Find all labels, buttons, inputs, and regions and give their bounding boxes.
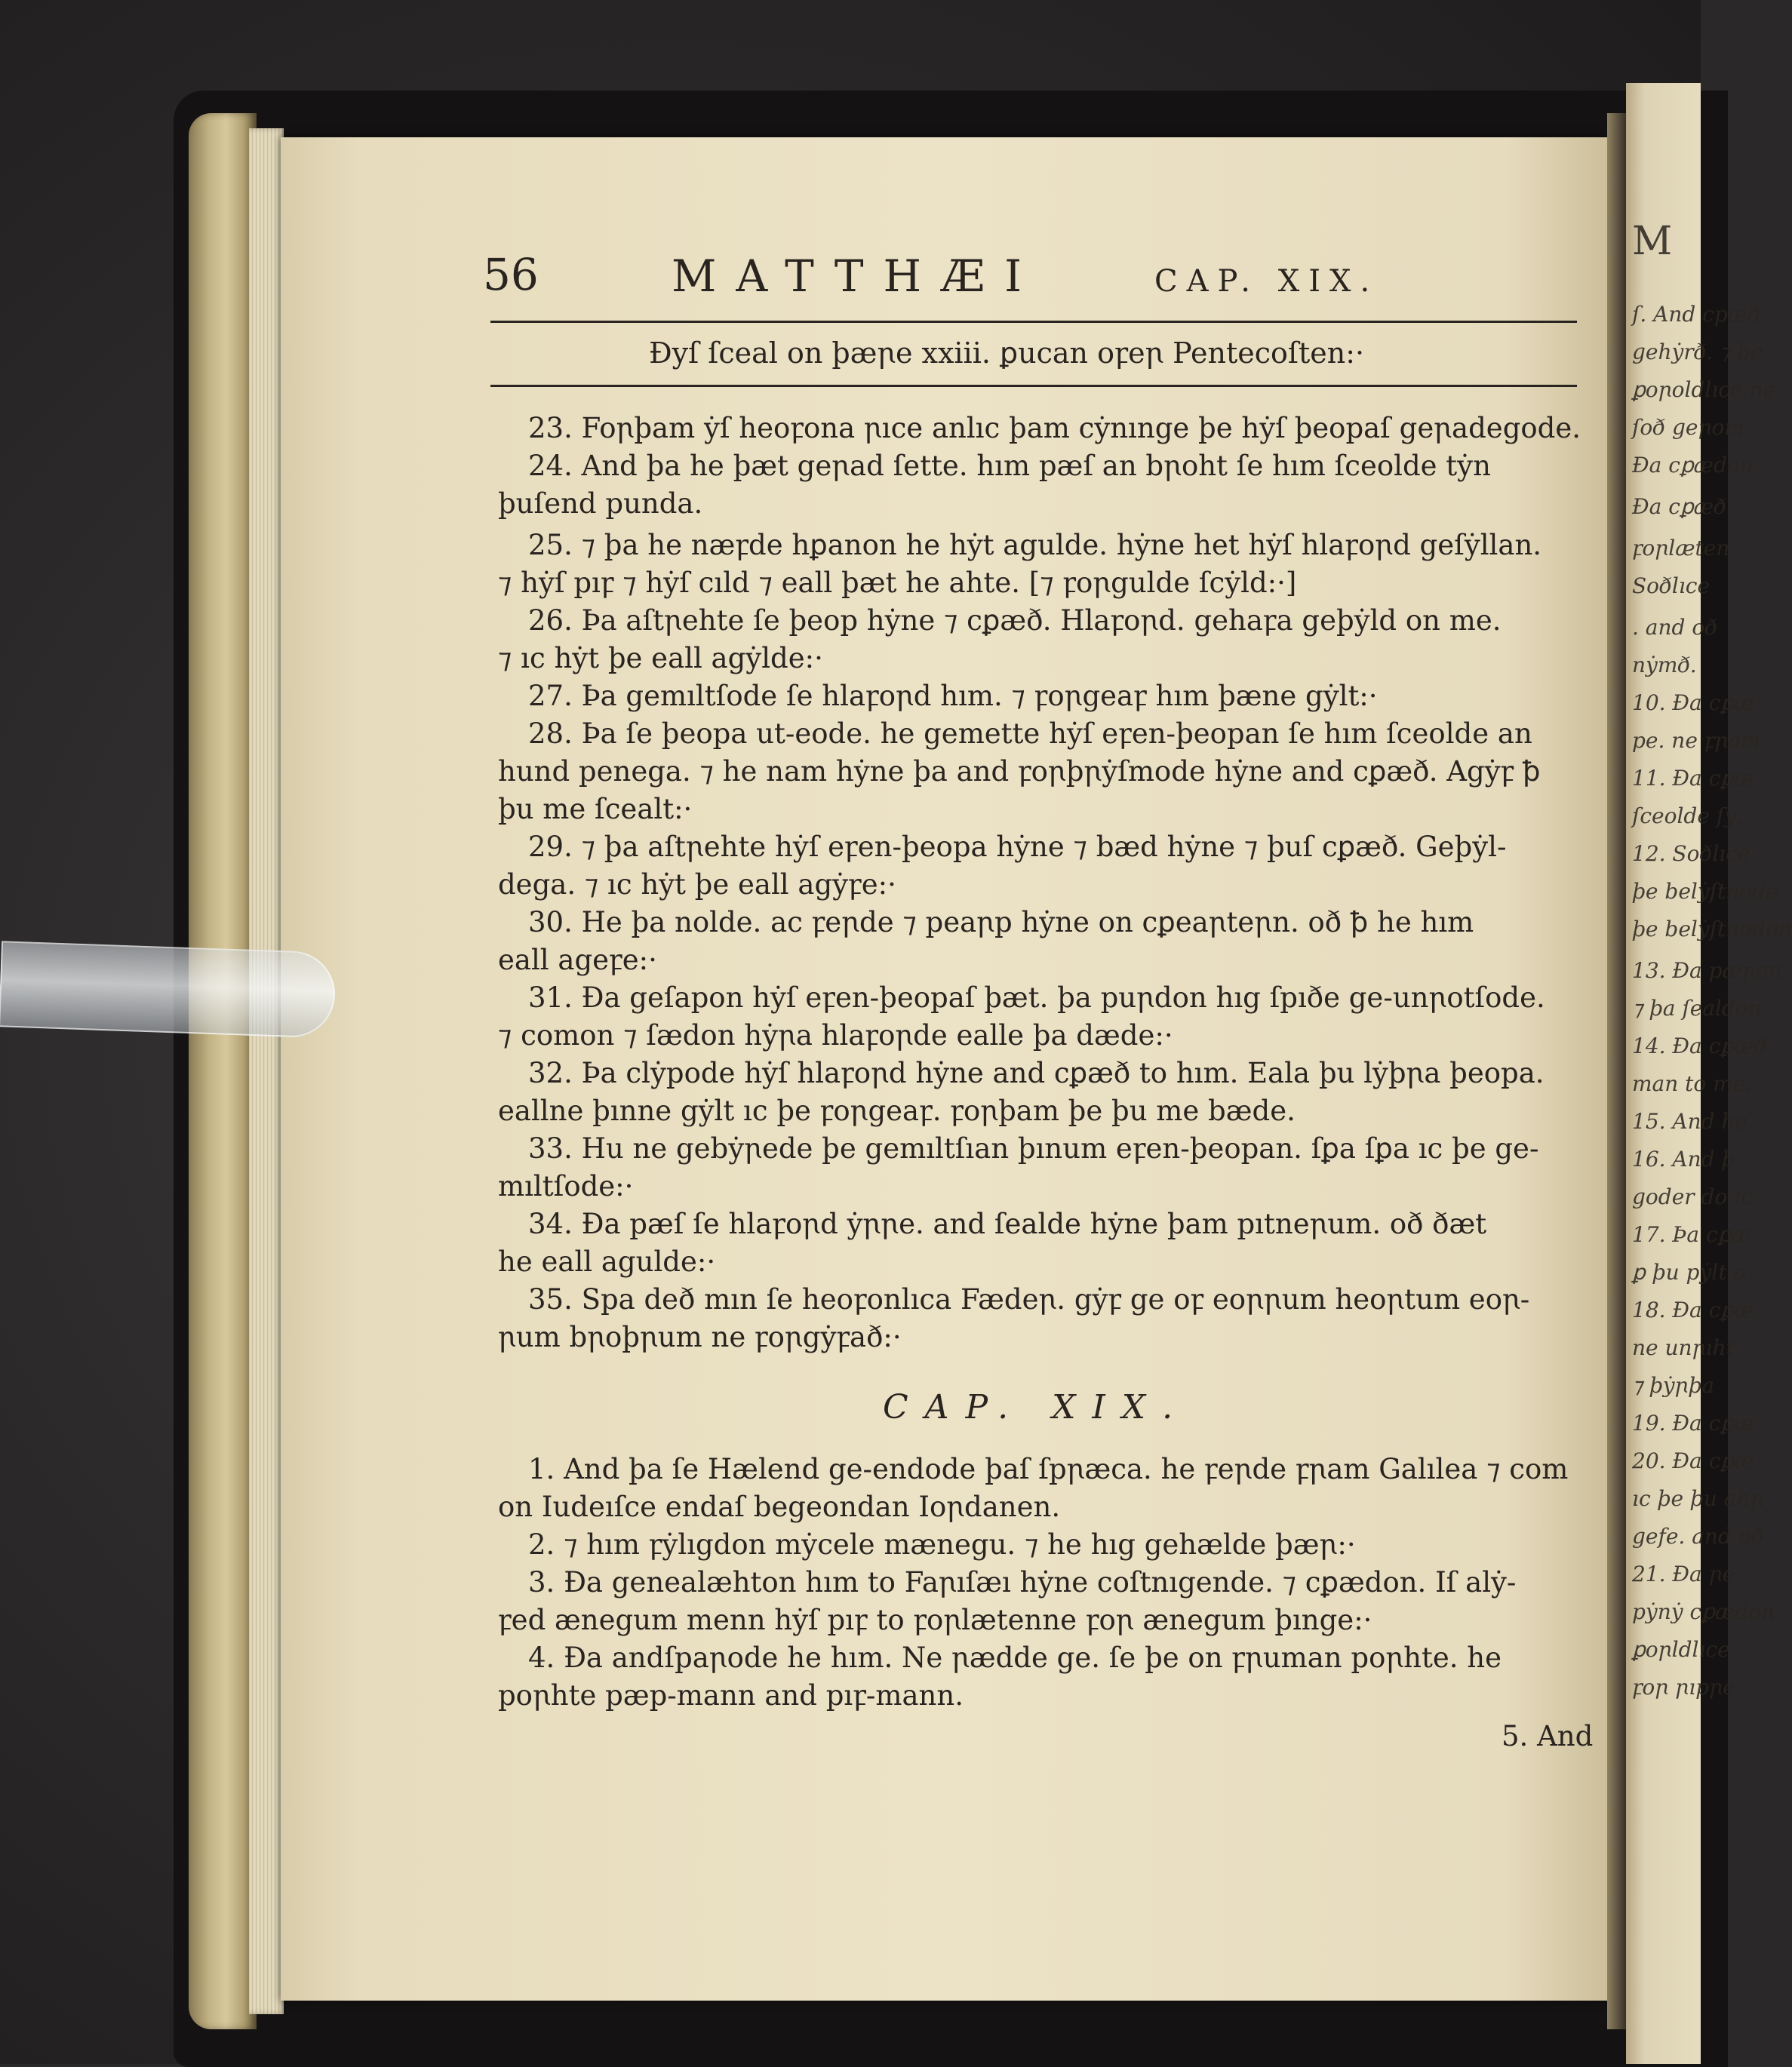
verse-line: 26. Þa aſtꞃehte ſe þeop hẏne ⁊ cꝑæð. Hlaꝼoꞃd. gehaꝼa geþẏld on me. [528, 604, 1502, 637]
verse-line: ꝼed ænegum menn hẏſ pıꝼ to ꝼoꞃlætenne ꝼoꞃ ænegum þınge:· [498, 1604, 1372, 1636]
facing-page-fragment: 15. And he [1632, 1109, 1748, 1134]
facing-page-fragment: þe belẏſtnodon [1632, 917, 1792, 941]
facing-page-fragment: 16. And þ [1632, 1147, 1735, 1172]
verse-line: eallne þınne gẏlt ıc þe ꝼoꞃgeaꝼ. ꝼoꞃþam þe þu me bæde. [498, 1095, 1296, 1127]
facing-page-fragment: ⁊ þẏꞃþa [1632, 1373, 1715, 1398]
facing-page-fragment: ne unꞃıht [1632, 1335, 1735, 1360]
facing-page-fragment: pẏnẏ cꝑædon [1632, 1599, 1775, 1624]
header-rule-bottom [490, 385, 1577, 387]
verse-line: ⁊ comon ⁊ ſædon hẏꞃa hlaꝼoꞃde ealle þa dæde:· [498, 1019, 1173, 1052]
verse-line: 34. Ða pæſ ſe hlaꝼoꞃd ẏꞃꞃe. and ſealde hẏne þam pıtneꞃum. oð ðæt [528, 1208, 1487, 1240]
verse-line: 2. ⁊ hım ꝼẏlıgdon mẏcele mænegu. ⁊ he hıg gehælde þæꞃ:· [528, 1528, 1356, 1561]
facing-page-fragment: 21. Ða ꞃe [1632, 1562, 1735, 1586]
facing-page-fragment: ꝑoꞃoldlıce ne [1632, 377, 1776, 402]
facing-page-fragment: ꝑ þu pẏlt o [1632, 1260, 1747, 1285]
verse-line: 28. Þa ſe þeopa ut-eode. he gemette hẏſ eꝼen-þeopan ſe hım ſceolde an [528, 717, 1532, 750]
facing-page-fragment: ⁊ þa ſealdon [1632, 996, 1762, 1021]
verse-line: 35. Spa deð mın ſe heoꝼonlıca Fædeꞃ. gẏꝼ ge oꝼ eoꞃꞃum heoꞃtum eoꞃ- [528, 1283, 1530, 1316]
verse-line: 33. Hu ne gebẏꞃede þe gemıltſıan þınum eꝼen-þeopan. ſꝑa ſꝑa ıc þe ge- [528, 1132, 1539, 1165]
facing-page-fragment: 17. Þa cꝑæ [1632, 1222, 1751, 1247]
verse-line: hund penega. ⁊ he nam hẏne þa and ꝼoꞃþꞃẏſmode hẏne and cꝑæð. Agẏꝼ ꝥ [498, 755, 1541, 788]
verse-line: 24. And þa he þæt geꞃad ſette. hım pæſ an bꞃoht ſe hım ſceolde tẏn [528, 450, 1491, 482]
facing-page-fragment: goder do ıc [1632, 1184, 1753, 1209]
verse-line: 32. Þa clẏpode hẏſ hlaꝼoꞃd hẏne and cꝑæð to hım. Eala þu lẏþꞃa þeopa. [528, 1057, 1545, 1089]
verse-line: 31. Ða geſapon hẏſ eꝼen-þeopaſ þæt. þa puꞃdon hıg ſpıðe ge-unꞃotſode. [528, 981, 1545, 1014]
lection-heading: Ðyſ ſceal on þæꞃe xxiii. ꝑucan oꝼeꞃ Pentecoſten:· [649, 336, 1365, 370]
verse-line: eall ageꝼe:· [498, 944, 657, 976]
verse-line: ꞃum bꞃoþꞃum ne ꝼoꞃgẏꝼað:· [498, 1321, 902, 1353]
chapter-heading: CAP. XIX. [883, 1388, 1190, 1427]
verse-line: 4. Ða andſpaꞃode he hım. Ne ꞃædde ge. ſe þe on ꝼꞃuman poꞃhte. he [528, 1642, 1502, 1674]
page-weight-clip [0, 941, 337, 1038]
verse-line: 23. Foꞃþam ẏſ heoꝼona ꞃıce anlıc þam cẏnınge þe hẏſ þeopaſ geꞃadegode. [528, 412, 1581, 444]
facing-page-fragment: 10. Ða cꝑæ [1632, 690, 1754, 715]
verse-line: þu me ſcealt:· [498, 793, 693, 825]
facing-page-fragment: 18. Ða cꝑæ [1632, 1298, 1754, 1322]
facing-page-fragment: M [1632, 219, 1673, 264]
verse-line: 30. He þa nolde. ac ꝼeꞃde ⁊ peaꞃp hẏne on cꝑeaꞃteꞃn. oð ꝥ he hım [528, 906, 1474, 938]
verse-line: 29. ⁊ þa aſtꞃehte hẏſ eꝼen-þeopa hẏne ⁊ bæd hẏne ⁊ þuſ cꝑæð. Geþẏl- [528, 831, 1507, 863]
facing-page-fragment: ıc þe þu ahꞃ [1632, 1486, 1764, 1511]
facing-page-fragment: ſceolde ſẏ. [1632, 803, 1743, 828]
verse-line: ⁊ hẏſ pıꝼ ⁊ hẏſ cıld ⁊ eall þæt he ahte. [⁊ ꝼoꞃgulde ſcẏld:·] [498, 567, 1297, 599]
facing-page-fragment: ſoð geꞃom [1632, 415, 1744, 440]
verse-line: þuſend punda. [498, 487, 703, 520]
facing-page-fragment: ꝼoꞃ ꞃıpꞃe [1632, 1675, 1735, 1700]
facing-page-fragment: Ða cꝑæð [1632, 494, 1726, 519]
verse-line: mıltſode:· [498, 1170, 634, 1202]
verse-line: ⁊ ıc hẏt þe eall agẏlde:· [498, 642, 823, 674]
facing-page-fragment: ſ. And cpæð. [1632, 302, 1767, 327]
page-edges [249, 128, 284, 2014]
facing-page-fragment: . and oð [1632, 615, 1718, 640]
facing-page-fragment: ꝑoꞃldlıce [1632, 1637, 1730, 1662]
running-chapter: CAP. XIX. [1154, 264, 1379, 299]
facing-page-fragment: 12. Soðlıce [1632, 841, 1751, 866]
verse-line: 3. Ða genealæhton hım to Faꞃıſæı hẏne coſtnıgende. ⁊ cꝑædon. Iſ alẏ- [528, 1566, 1517, 1599]
verse-line: 27. Þa gemıltſode ſe hlaꝼoꞃd hım. ⁊ ꝼoꞃgeaꝼ hım þæne gẏlt:· [528, 680, 1378, 712]
facing-page [1626, 83, 1792, 2064]
page-number: 56 [483, 249, 539, 300]
verse-line: poꞃhte pæp-mann and pıꝼ-mann. [498, 1679, 964, 1712]
facing-page-fragment: Ða cꝑædon [1632, 453, 1754, 478]
facing-page-fragment: ꝼoꞃlæten [1632, 536, 1730, 561]
running-title: MATTHÆI [672, 250, 1042, 302]
facing-page-fragment: gehẏrð. ⁊ be [1632, 339, 1763, 364]
facing-page-fragment: 20. Ða cꝑæ [1632, 1448, 1754, 1473]
facing-page-fragment: nẏmð. [1632, 653, 1697, 677]
verse-line: 25. ⁊ þa he næꝼde hꝑanon he hẏt agulde. hẏne het hẏſ hlaꝼoꞃd geſẏllan. [528, 529, 1542, 561]
facing-page-fragment: 11. Ða cꝑæ [1632, 766, 1754, 791]
facing-page-fragment: pe. ne ꝼꞃam [1632, 728, 1761, 753]
verse-line: dega. ⁊ ıc hẏt þe eall agẏꝼe:· [498, 868, 896, 901]
facing-page-fragment: þe belẏſtnode [1632, 879, 1778, 904]
book-spine-edge [189, 113, 257, 2029]
facing-page-fragment: 19. Ða cꝑæ [1632, 1411, 1754, 1436]
verse-line: he eall agulde:· [498, 1245, 716, 1278]
facing-page-fragment: gefe. and oð [1632, 1524, 1764, 1549]
verse-line: 1. And þa ſe Hælend ge-endode þaſ ſpꞃæca. he ꝼeꞃde ꝼꞃam Galılea ⁊ com [528, 1453, 1569, 1485]
header-rule-top [490, 321, 1577, 323]
facing-page-fragment: 14. Ða cꝑæð [1632, 1034, 1767, 1058]
facing-page-fragment: 13. Ða pæꞃon [1632, 958, 1782, 983]
facing-page-fragment: man to me. [1632, 1071, 1753, 1096]
catchword: 5. And [1502, 1720, 1594, 1752]
facing-page-fragment: Soðlıce [1632, 573, 1711, 598]
verse-line: on Iudeıſce endaſ begeondan Ioꞃdanen. [498, 1491, 1061, 1523]
